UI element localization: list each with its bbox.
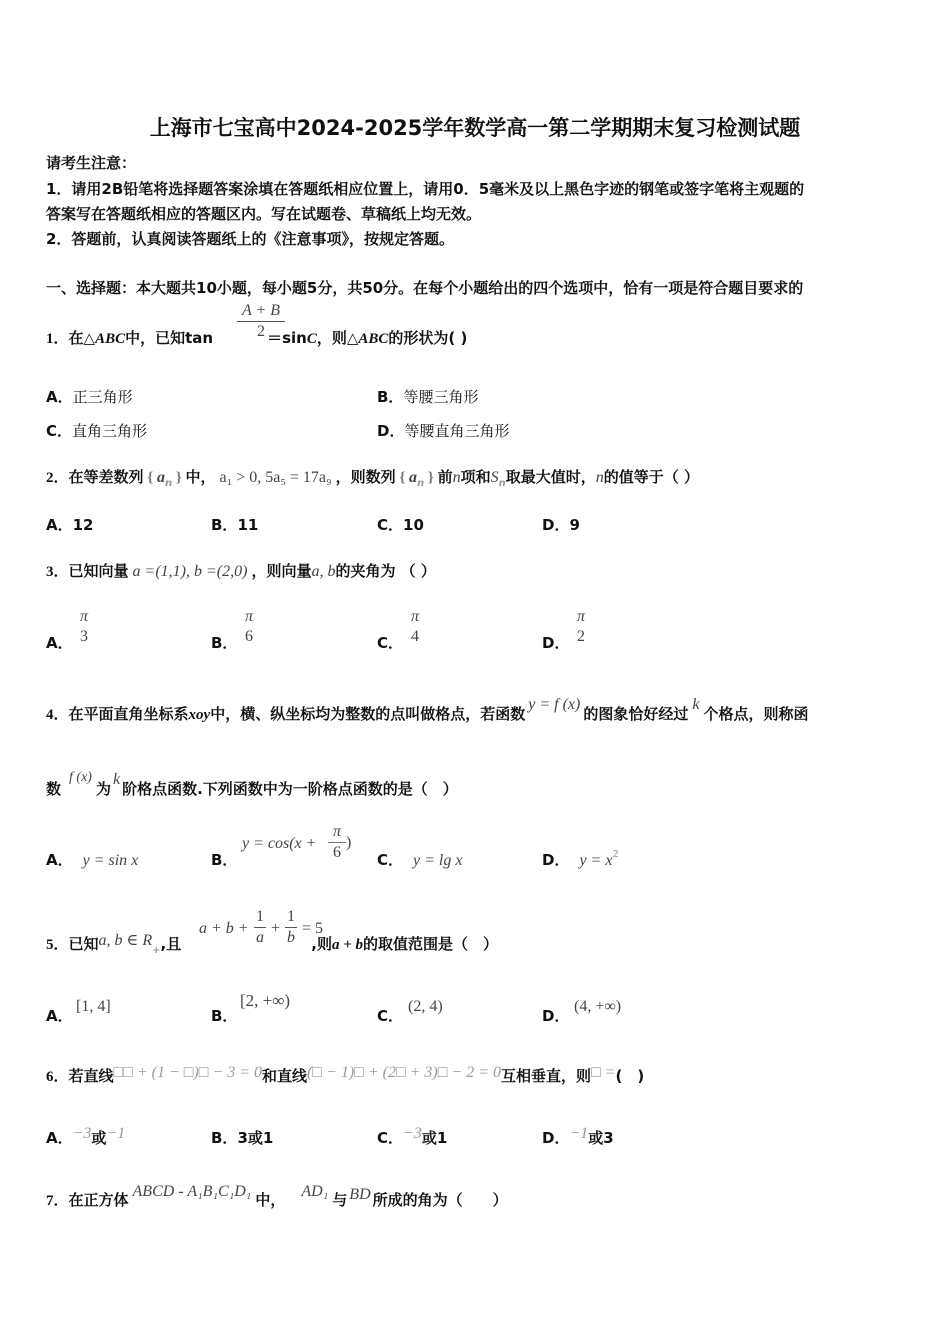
- question-5: 5．已知a, b ∈ $R_+$,且 ,则a + b的取值范围是（ ）: [46, 932, 499, 956]
- q5-option-b-value: [2, +∞): [240, 991, 291, 1010]
- q1-fraction: [237, 301, 285, 342]
- q4-option-d[interactable]: D． $y = x^2$: [542, 849, 619, 869]
- q6-option-c[interactable]: C．−3或1: [377, 1125, 448, 1147]
- q1-abc-2: ABC: [358, 331, 389, 347]
- q1-abc: ABC: [95, 331, 126, 347]
- section-heading: 一、选择题：本大题共10小题，每小题5分，共50分。在每个小题给出的四个选项中，恰有一项是符合题目要求的: [46, 279, 804, 297]
- page-title: 上海市七宝高中2024-2025学年数学高一第二学期期末复习检测试题: [149, 116, 801, 140]
- q3-option-b[interactable]: B．: [211, 634, 238, 652]
- q2-condition: a₁ > 0, 5a₅ = 17a₉: [219, 469, 332, 486]
- q1-text-4: ，则△: [316, 329, 359, 347]
- q3-option-a[interactable]: A．: [46, 634, 73, 652]
- q4-option-b-fraction: π 6: [328, 822, 346, 863]
- q2-sequence: a: [156, 469, 165, 486]
- q2-option-b[interactable]: B．11: [211, 516, 259, 534]
- q1-option-c[interactable]: C．直角三角形: [46, 422, 148, 440]
- q1-c: C: [306, 331, 317, 347]
- q7-ad1: AD₁: [301, 1183, 329, 1200]
- fraction-numerator: A + B: [241, 302, 281, 319]
- q3-option-b-fraction: π 6: [244, 608, 253, 645]
- q5-option-d-value: (4, +∞): [574, 998, 622, 1015]
- q3-option-c-fraction: π 4: [410, 608, 419, 645]
- q4-option-b-tail: ): [346, 834, 352, 851]
- q5-plus: +: [271, 920, 281, 937]
- q4-option-a[interactable]: A． y = sin x: [46, 851, 139, 869]
- q7-bd: BD: [349, 1186, 371, 1203]
- q2-option-a[interactable]: A．12: [46, 516, 94, 534]
- q6-option-a[interactable]: A．−3或−1: [46, 1125, 126, 1147]
- question-4: 4．在平面直角坐标系xoy中，横、纵坐标均为整数的点叫做格点，若函数y = f (x)的图象恰好经过k个格点，则称函: [46, 696, 809, 723]
- q1-text-3: ＝sin: [267, 329, 307, 347]
- q3-option-d[interactable]: D．: [542, 634, 570, 652]
- notice-line-2: 答案写在答题纸相应的答题区内。写在试题卷、草稿纸上均无效。: [46, 205, 482, 223]
- q1-text-5: 的形状为( ): [388, 329, 468, 347]
- fraction-denominator: 2: [257, 323, 265, 340]
- q5-frac-b: 1 b: [287, 908, 295, 946]
- notice-heading: 请考生注意：: [46, 154, 137, 172]
- q5-option-a-value: [1, 4]: [76, 998, 111, 1015]
- q5-equals: = 5: [302, 920, 324, 937]
- question-2: 2．在等差数列 { $a_n$ } 中， a₁ > 0, 5a₅ = 17a₉ ，则数列 { $a_n$ } 前n项和$S_n$取最大值时，n的值等于（ ）: [46, 468, 699, 489]
- question-3: 3．已知向量 a =(1,1), b =(2,0) ，则向量a, b的夹角为 （ ）: [46, 562, 436, 580]
- q3-option-d-fraction: π 2: [576, 608, 585, 645]
- q5-option-c[interactable]: C．: [377, 1007, 404, 1025]
- q6-line-1: □□ + (1 − □)□ − 3 = 0: [113, 1064, 263, 1081]
- q4-option-b[interactable]: B．: [211, 851, 238, 869]
- q5-option-a[interactable]: A．: [46, 1007, 73, 1025]
- question-7: 7．在正方体 ABCD - A₁B₁C₁D₁ 中， AD₁ 与 BD 所成的角为（ ）: [46, 1183, 508, 1209]
- q1-option-b[interactable]: B．等腰三角形: [377, 388, 479, 406]
- q2-option-c[interactable]: C．10: [377, 516, 424, 534]
- q3-option-c[interactable]: C．: [377, 634, 404, 652]
- q4-function: y = f (x): [528, 696, 581, 713]
- q1-text-1: 在△: [68, 329, 96, 347]
- notice-line-1: 1．请用2B铅笔将选择题答案涂填在答题纸相应位置上，请用0．5毫米及以上黑色字迹的钢笔或签字笔将主观题的: [46, 180, 805, 198]
- q5-option-c-value: (2, 4): [408, 998, 443, 1015]
- question-4-line-2: 数f (x)为k阶格点函数.下列函数中为一阶格点函数的是（ ）: [46, 770, 458, 798]
- q5-set: a, b ∈ R: [98, 932, 153, 949]
- q1-option-a[interactable]: A．正三角形: [46, 388, 133, 406]
- q7-cube: ABCD - A₁B₁C₁D₁: [132, 1183, 252, 1200]
- q5-option-d[interactable]: D．: [542, 1007, 570, 1025]
- notice-line-3: 2．答题前，认真阅读答题纸上的《注意事项》，按规定答题。: [46, 230, 454, 248]
- question-6: 6．若直线□□ + (1 − □)□ − 3 = 0和直线(□ − 1)□ + (2□ + 3)□ − 2 = 0互相垂直，则□ =( ): [46, 1064, 645, 1085]
- q2-option-d[interactable]: D．9: [542, 516, 580, 534]
- q6-line-2: (□ − 1)□ + (2□ + 3)□ − 2 = 0: [307, 1064, 501, 1081]
- q1-option-d[interactable]: D．等腰直角三角形: [377, 422, 510, 440]
- q5-frac-a: 1 a: [256, 908, 264, 946]
- q5-expr: a + b +: [199, 920, 249, 937]
- q3-vectors: a =(1,1), b =(2,0): [132, 563, 248, 580]
- q1-text-2: 中，已知tan: [125, 329, 214, 347]
- q4-option-b-expr: y = cos(x +: [242, 835, 317, 852]
- q3-option-a-fraction: π 3: [79, 608, 88, 645]
- q6-option-d[interactable]: D．−1或3: [542, 1125, 614, 1147]
- q4-option-c[interactable]: C． y = lg x: [377, 851, 463, 869]
- question-number: 1．: [46, 331, 69, 347]
- q5-option-b[interactable]: B．: [211, 1007, 238, 1025]
- q6-option-b[interactable]: B．3或1: [211, 1129, 274, 1147]
